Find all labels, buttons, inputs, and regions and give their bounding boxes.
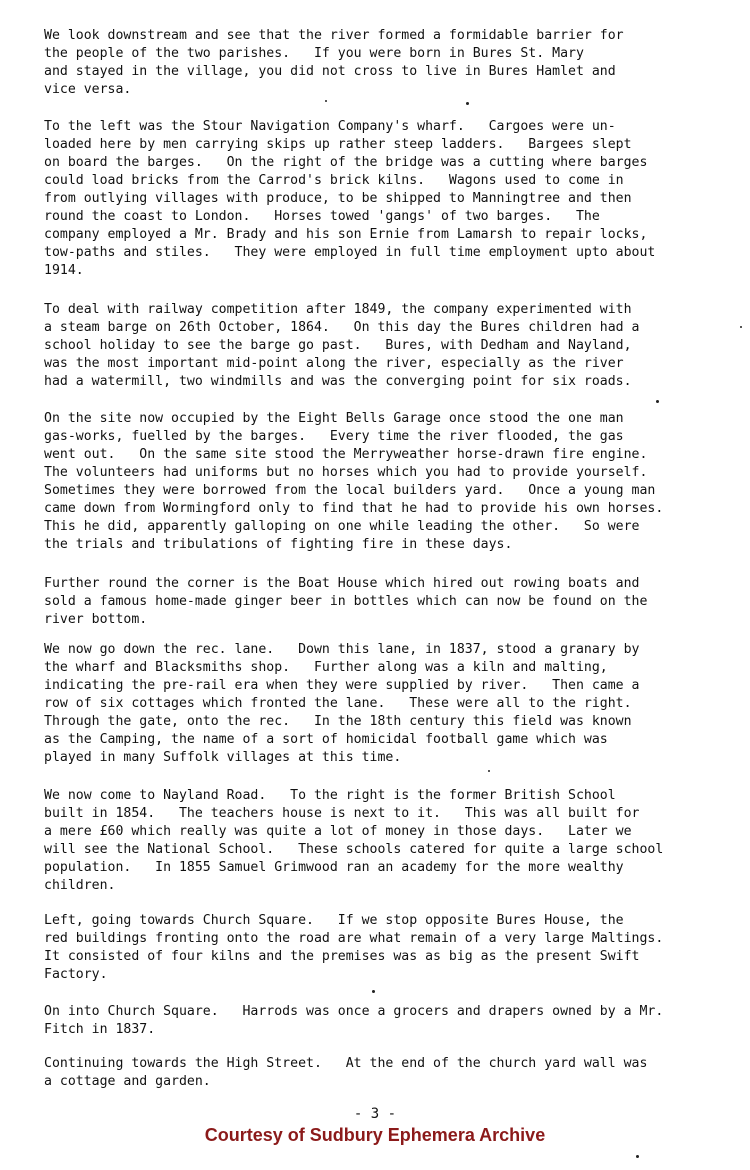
- text-line: Fitch in 1837.: [44, 1022, 156, 1037]
- paragraph-navigation-wharf: [44, 118, 740, 280]
- text-line: went out. On the same site stood the Merryweather horse-drawn fire engine.: [44, 447, 648, 462]
- text-line: river bottom.: [44, 612, 148, 627]
- paragraph-church-square-maltings: [44, 912, 740, 984]
- text-line: Left, going towards Church Square. If we stop opposite Bures House, the: [44, 913, 624, 928]
- text-line: round the coast to London. Horses towed 'gangs' of two barges. The: [44, 209, 600, 224]
- text-line: played in many Suffolk villages at this time.: [44, 750, 402, 765]
- text-line: a steam barge on 26th October, 1864. On this day the Bures children had a: [44, 320, 640, 335]
- text-line: a mere £60 which really was quite a lot of money in those days. Later we: [44, 824, 632, 839]
- text-line: loaded here by men carrying skips up rather steep ladders. Bargees slept: [44, 137, 632, 152]
- text-line: came down from Wormingford only to find that he had to provide his own horses.: [44, 501, 664, 516]
- text-line: was the most important mid-point along the river, especially as the river: [44, 356, 624, 371]
- text-line: a cottage and garden.: [44, 1074, 211, 1089]
- text-line: built in 1854. The teachers house is next to it. This was all built for: [44, 806, 640, 821]
- text-line: as the Camping, the name of a sort of homicidal football game which was: [44, 732, 608, 747]
- text-line: sold a famous home-made ginger beer in bottles which can now be found on the: [44, 594, 648, 609]
- text-line: the trials and tribulations of fighting fire in these days.: [44, 537, 513, 552]
- text-line: We now go down the rec. lane. Down this lane, in 1837, stood a granary by: [44, 642, 640, 657]
- text-line: row of six cottages which fronted the lane. These were all to the right.: [44, 696, 632, 711]
- text-line: and stayed in the village, you did not cross to live in Bures Hamlet and: [44, 64, 616, 79]
- text-line: On into Church Square. Harrods was once a grocers and drapers owned by a Mr.: [44, 1004, 664, 1019]
- text-line: Further round the corner is the Boat House which hired out rowing boats and: [44, 576, 640, 591]
- scan-speck: [636, 1155, 639, 1158]
- text-line: vice versa.: [44, 82, 132, 97]
- text-line: the wharf and Blacksmiths shop. Further along was a kiln and malting,: [44, 660, 608, 675]
- text-line: To the left was the Stour Navigation Company's wharf. Cargoes were un-: [44, 119, 616, 134]
- paragraph-boat-house: [44, 575, 740, 629]
- text-line: had a watermill, two windmills and was the converging point for six roads.: [44, 374, 632, 389]
- text-line: indicating the pre-rail era when they were supplied by river. Then came a: [44, 678, 640, 693]
- text-line: the people of the two parishes. If you were born in Bures St. Mary: [44, 46, 584, 61]
- text-line: We now come to Nayland Road. To the right is the former British School: [44, 788, 616, 803]
- text-line: 1914.: [44, 263, 84, 278]
- scan-speck: [488, 770, 490, 772]
- text-line: Through the gate, onto the rec. In the 18th century this field was known: [44, 714, 632, 729]
- text-line: Continuing towards the High Street. At the end of the church yard wall was: [44, 1056, 648, 1071]
- text-line: school holiday to see the barge go past. Bures, with Dedham and Nayland,: [44, 338, 632, 353]
- text-line: On the site now occupied by the Eight Bells Garage once stood the one man: [44, 411, 624, 426]
- text-line: will see the National School. These schools catered for quite a large school: [44, 842, 664, 857]
- paragraph-rec-lane: [44, 641, 740, 767]
- paragraph-nayland-road: [44, 787, 740, 895]
- scan-speck: [656, 400, 659, 403]
- paragraph-gas-works-fire-engine: [44, 410, 740, 554]
- text-line: Sometimes they were borrowed from the local builders yard. Once a young man: [44, 483, 656, 498]
- scan-speck: [740, 326, 742, 328]
- text-line: To deal with railway competition after 1849, the company experimented with: [44, 302, 632, 317]
- paragraph-river-barrier: [44, 27, 740, 99]
- text-line: on board the barges. On the right of the bridge was a cutting where barges: [44, 155, 648, 170]
- archive-credit: Courtesy of Sudbury Ephemera Archive: [204, 1125, 546, 1145]
- text-line: population. In 1855 Samuel Grimwood ran an academy for the more wealthy: [44, 860, 624, 875]
- text-line: This he did, apparently galloping on one while leading the other. So were: [44, 519, 640, 534]
- paragraph-harrods: [44, 1003, 740, 1039]
- text-line: Factory.: [44, 967, 108, 982]
- text-line: from outlying villages with produce, to be shipped to Manningtree and then: [44, 191, 632, 206]
- page-number: - 3 -: [353, 1106, 397, 1122]
- paragraph-high-street: [44, 1055, 740, 1091]
- scan-speck: [325, 100, 327, 102]
- scan-speck: [466, 102, 469, 105]
- text-line: We look downstream and see that the river formed a formidable barrier for: [44, 28, 624, 43]
- text-line: gas-works, fuelled by the barges. Every time the river flooded, the gas: [44, 429, 624, 444]
- text-line: children.: [44, 878, 116, 893]
- text-line: company employed a Mr. Brady and his son Ernie from Lamarsh to repair locks,: [44, 227, 648, 242]
- text-line: could load bricks from the Carrod's brick kilns. Wagons used to come in: [44, 173, 624, 188]
- text-line: The volunteers had uniforms but no horses which you had to provide yourself.: [44, 465, 648, 480]
- text-line: It consisted of four kilns and the premises was as big as the present Swift: [44, 949, 640, 964]
- text-line: red buildings fronting onto the road are what remain of a very large Maltings.: [44, 931, 664, 946]
- paragraph-railway-competition: [44, 301, 740, 391]
- scan-speck: [372, 990, 375, 993]
- text-line: tow-paths and stiles. They were employed in full time employment upto about: [44, 245, 656, 260]
